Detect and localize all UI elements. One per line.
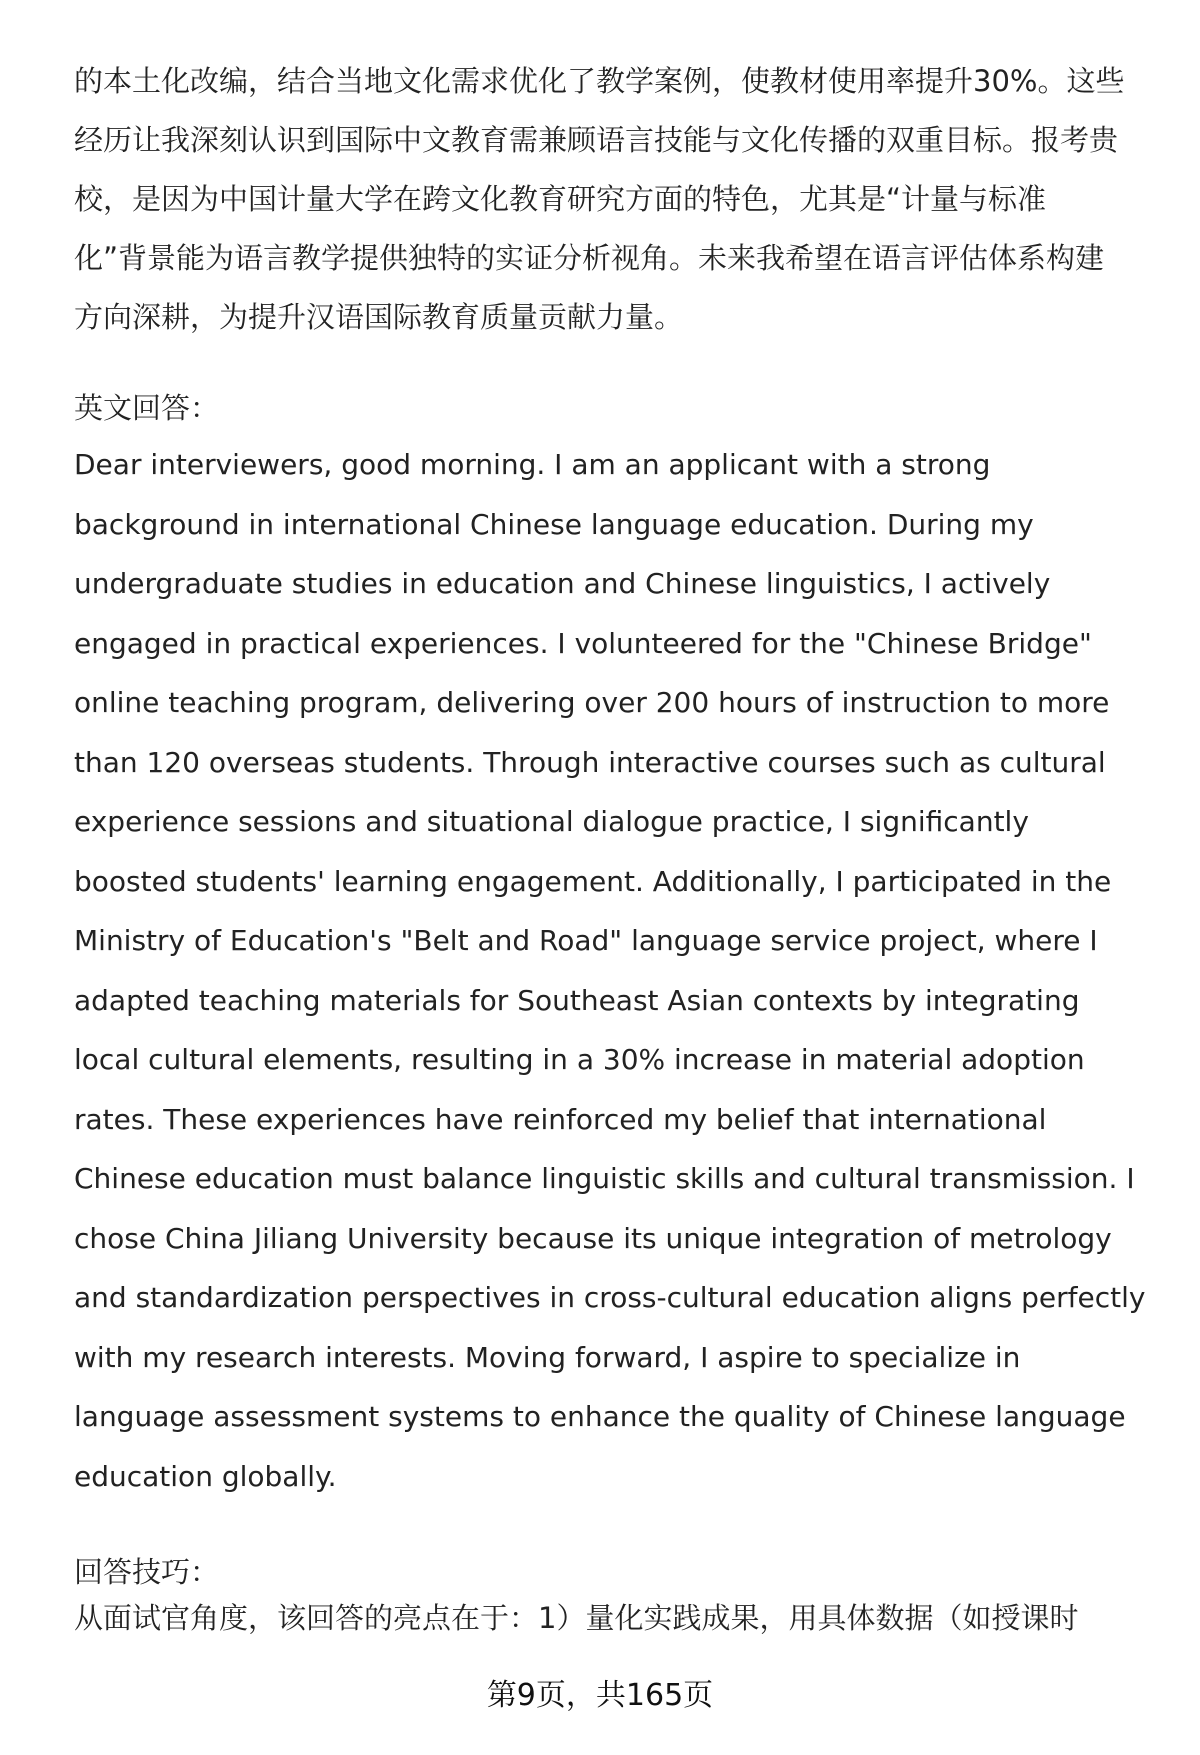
paragraph-line: adapted teaching materials for Southeast Asian contexts by integrating bbox=[74, 983, 1080, 1017]
paragraph-line: Ministry of Education's "Belt and Road" language service project, where I bbox=[74, 924, 1098, 957]
paragraph-line: chose China Jiliang University because its unique integration of metrology bbox=[74, 1221, 1112, 1255]
english-answer-heading: 英文回答： bbox=[74, 391, 220, 425]
paragraph-line: Dear interviewers, good morning. I am an applicant with a strong bbox=[74, 448, 991, 481]
paragraph-line: rates. These experiences have reinforced my belief that international bbox=[74, 1102, 1047, 1136]
chinese-answer-paragraph bbox=[74, 52, 1144, 347]
paragraph-line: background in international Chinese language education. During my bbox=[74, 507, 1034, 541]
paragraph-line: engaged in practical experiences. I volunteered for the "Chinese Bridge" bbox=[74, 626, 1092, 660]
paragraph-line: 经历让我深刻认识到国际中文教育需兼顾语言技能与文化传播的双重目标。报考贵 bbox=[74, 123, 1119, 157]
paragraph-line: 方向深耕，为提升汉语国际教育质量贡献力量。 bbox=[74, 300, 684, 334]
paragraph-line: language assessment systems to enhance the quality of Chinese language bbox=[74, 1400, 1126, 1433]
paragraph-line: local cultural elements, resulting in a 30% increase in material adoption bbox=[74, 1043, 1085, 1076]
paragraph-line: with my research interests. Moving forward, I aspire to specialize in bbox=[74, 1340, 1021, 1374]
paragraph-line: Chinese education must balance linguistic skills and cultural transmission. I bbox=[74, 1162, 1135, 1195]
page-number-footer: 第9页，共165页 bbox=[486, 1678, 714, 1713]
answer-tips-paragraph: 从面试官角度，该回答的亮点在于：1）量化实践成果，用具体数据（如授课时 bbox=[74, 1601, 1079, 1635]
paragraph-line: 校，是因为中国计量大学在跨文化教育研究方面的特色，尤其是“计量与标准 bbox=[74, 182, 1047, 216]
paragraph-line: boosted students' learning engagement. Additionally, I participated in the bbox=[74, 864, 1112, 898]
paragraph-line: education globally. bbox=[74, 1459, 337, 1493]
paragraph-line: online teaching program, delivering over 200 hours of instruction to more bbox=[74, 686, 1110, 719]
paragraph-line: than 120 overseas students. Through interactive courses such as cultural bbox=[74, 745, 1106, 779]
paragraph-line: 的本土化改编，结合当地文化需求优化了教学案例，使教材使用率提升30%。这些 bbox=[74, 64, 1125, 98]
paragraph-line: experience sessions and situational dialogue practice, I significantly bbox=[74, 805, 1029, 838]
english-answer-paragraph bbox=[74, 435, 1164, 1506]
paragraph-line: 化”背景能为语言教学提供独特的实证分析视角。未来我希望在语言评估体系构建 bbox=[74, 241, 1105, 275]
answer-tips-heading: 回答技巧： bbox=[74, 1555, 220, 1589]
paragraph-line: undergraduate studies in education and Chinese linguistics, I actively bbox=[74, 567, 1051, 600]
paragraph-line: and standardization perspectives in cross-cultural education aligns perfectly bbox=[74, 1281, 1146, 1314]
